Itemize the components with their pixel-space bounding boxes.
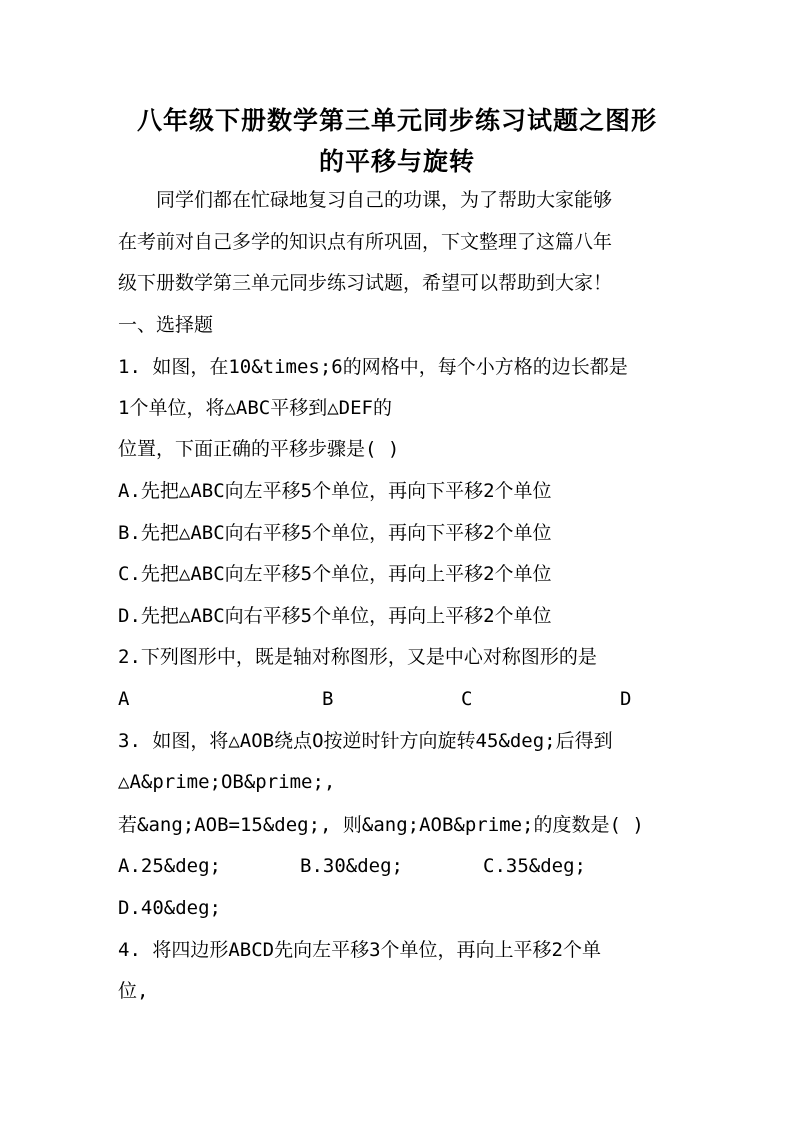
q2-line-1: 2.下列图形中，既是轴对称图形，又是中心对称图形的是 (118, 646, 597, 668)
q3-option-a: A.25&deg; (118, 855, 221, 877)
q1-line-2: 1个单位，将△ABC平移到△DEF的 (118, 397, 392, 419)
q1-option-c: C.先把△ABC向左平移5个单位，再向上平移2个单位 (118, 563, 552, 585)
q3-option-d: D.40&deg; (118, 897, 221, 919)
q2-choice-d: D (620, 688, 632, 710)
q3-option-c: C.35&deg; (483, 855, 586, 877)
q3-line-2: △A&prime;OB&prime;, (118, 771, 336, 793)
q1-option-a: A.先把△ABC向左平移5个单位，再向下平移2个单位 (118, 480, 552, 502)
intro-line-1: 同学们都在忙碌地复习自己的功课，为了帮助大家能够 (156, 189, 613, 211)
q2-choice-b: B (322, 688, 334, 710)
doc-title-line-2: 的平移与旋转 (318, 147, 475, 176)
q1-option-b: B.先把△ABC向右平移5个单位，再向下平移2个单位 (118, 522, 552, 544)
q2-choice-c: C (461, 688, 473, 710)
intro-line-2: 在考前对自己多学的知识点有所巩固，下文整理了这篇八年 (118, 231, 613, 253)
q1-line-3: 位置，下面正确的平移步骤是( ) (118, 438, 400, 460)
q4-line-2: 位, (118, 980, 149, 1002)
q3-line-3: 若&ang;AOB=15&deg;, 则&ang;AOB&prime;的度数是( ) (118, 814, 644, 836)
q3-option-b: B.30&deg; (300, 855, 403, 877)
doc-title-line-1: 八年级下册数学第三单元同步练习试题之图形 (136, 106, 657, 135)
section-heading: 一、选择题 (118, 314, 214, 336)
intro-line-3: 级下册数学第三单元同步练习试题，希望可以帮助到大家！ (118, 272, 613, 294)
q1-line-1: 1. 如图，在10&times;6的网格中，每个小方格的边长都是 (118, 356, 628, 378)
q3-line-1: 3. 如图，将△AOB绕点O按逆时针方向旋转45&deg;后得到 (118, 730, 613, 752)
q1-option-d: D.先把△ABC向右平移5个单位，再向上平移2个单位 (118, 605, 552, 627)
q2-choice-a: A (118, 688, 130, 710)
q4-line-1: 4. 将四边形ABCD先向左平移3个单位，再向上平移2个单 (118, 939, 601, 961)
